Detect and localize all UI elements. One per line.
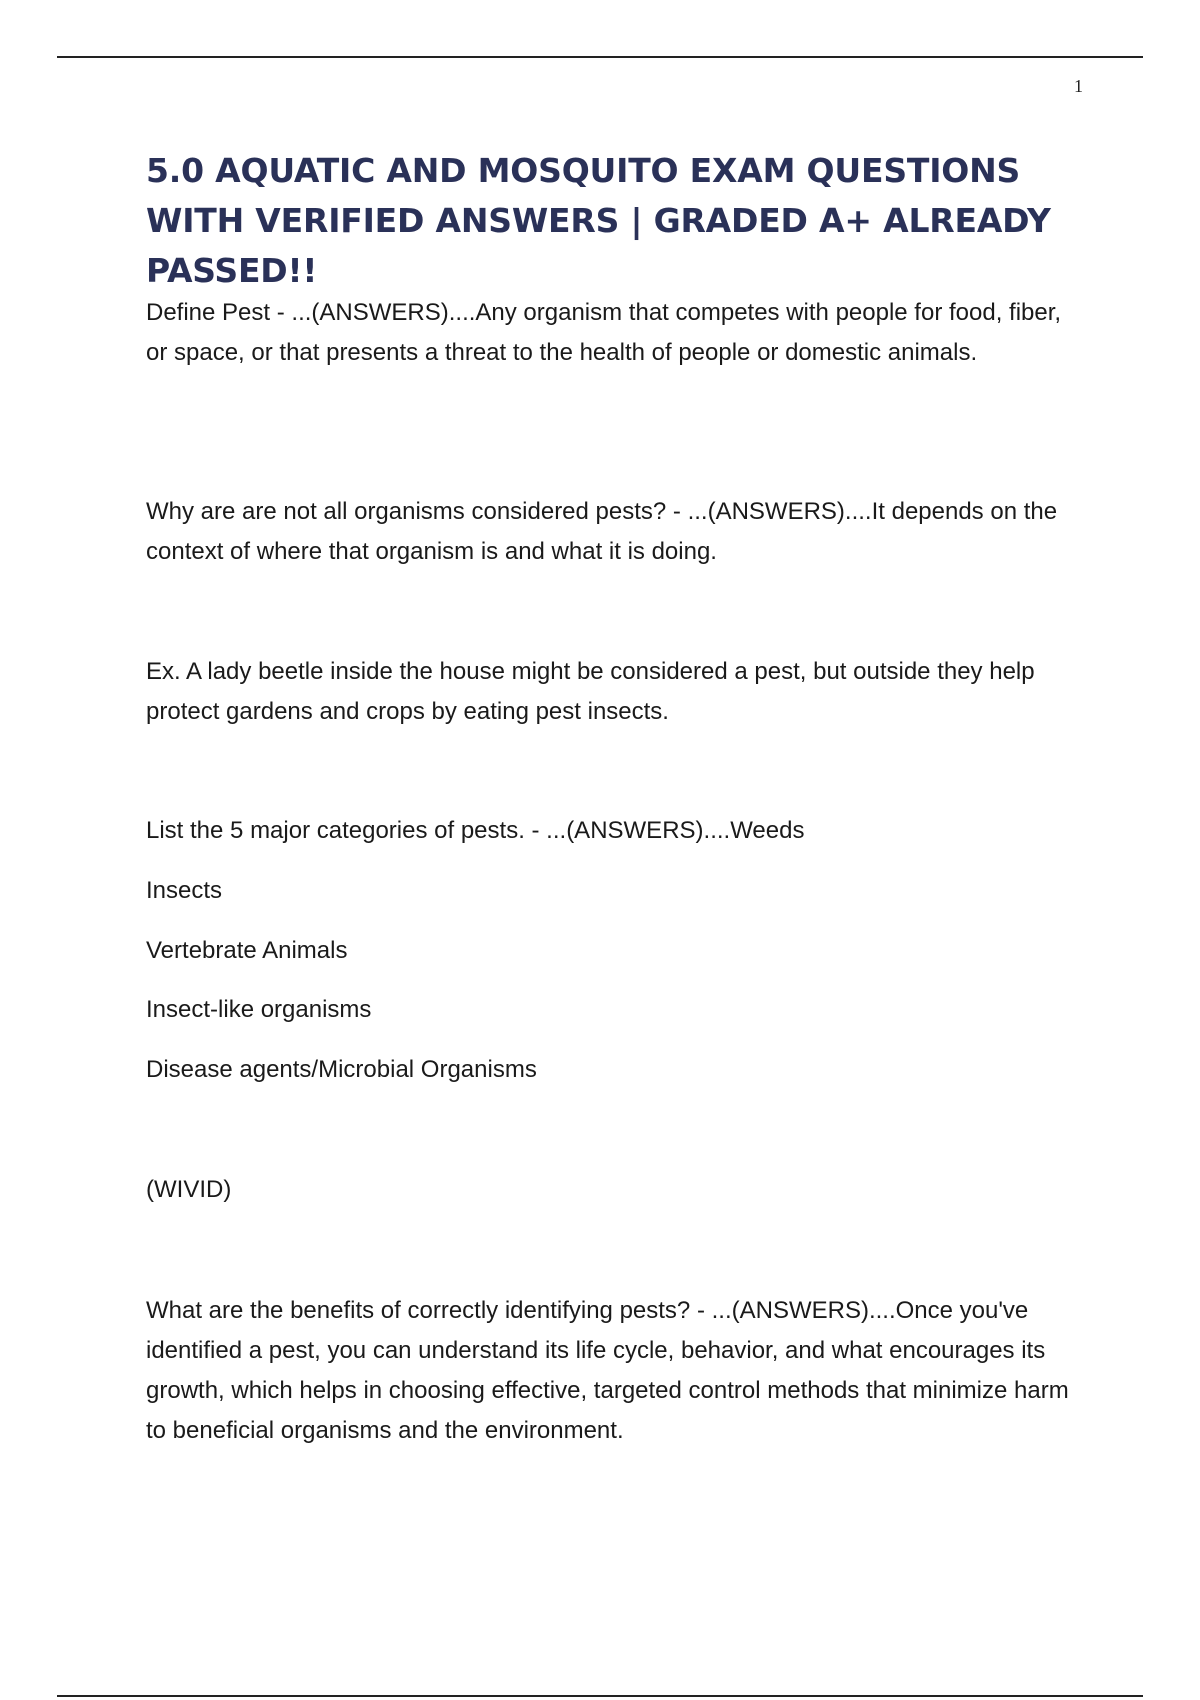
list-item-insect-like-organisms: Insect-like organisms <box>146 996 372 1023</box>
qa-pest-categories: List the 5 major categories of pests. - ...(ANSWERS)....Weeds <box>146 817 805 844</box>
list-item-insects: Insects <box>146 877 223 904</box>
qa-define-pest: Define Pest - ...(ANSWERS)....Any organism that competes with people for food, fiber, or space, or that presents a threat to the health of people or domestic animals. <box>146 299 1062 366</box>
list-item-vertebrate-animals: Vertebrate Animals <box>146 937 348 964</box>
footer-rule <box>57 1695 1143 1697</box>
mnemonic-wivid: (WIVID) <box>146 1176 232 1203</box>
header-rule <box>57 56 1143 58</box>
qa-why-not-pests: Why are are not all organisms considered pests? - ...(ANSWERS)....It depends on the context of where that organism is and what it is doing. <box>146 498 1058 565</box>
page-number: 1 <box>1074 76 1083 96</box>
example-lady-beetle: Ex. A lady beetle inside the house might be considered a pest, but outside they help protect gardens and crops by eating pest insects. <box>146 658 1035 725</box>
qa-benefits-identifying: What are the benefits of correctly identifying pests? - ...(ANSWERS)....Once you've identified a pest, you can understand its life cycle, behavior, and what encourages its growth, which helps in choosing effective, targeted control methods that minimize harm to beneficial organisms and the environment. <box>146 1297 1069 1444</box>
document-title: 5.0 AQUATIC AND MOSQUITO EXAM QUESTIONS WITH VERIFIED ANSWERS | GRADED A+ ALREADY PASSED!! <box>146 151 1051 290</box>
list-item-disease-agents: Disease agents/Microbial Organisms <box>146 1056 537 1083</box>
